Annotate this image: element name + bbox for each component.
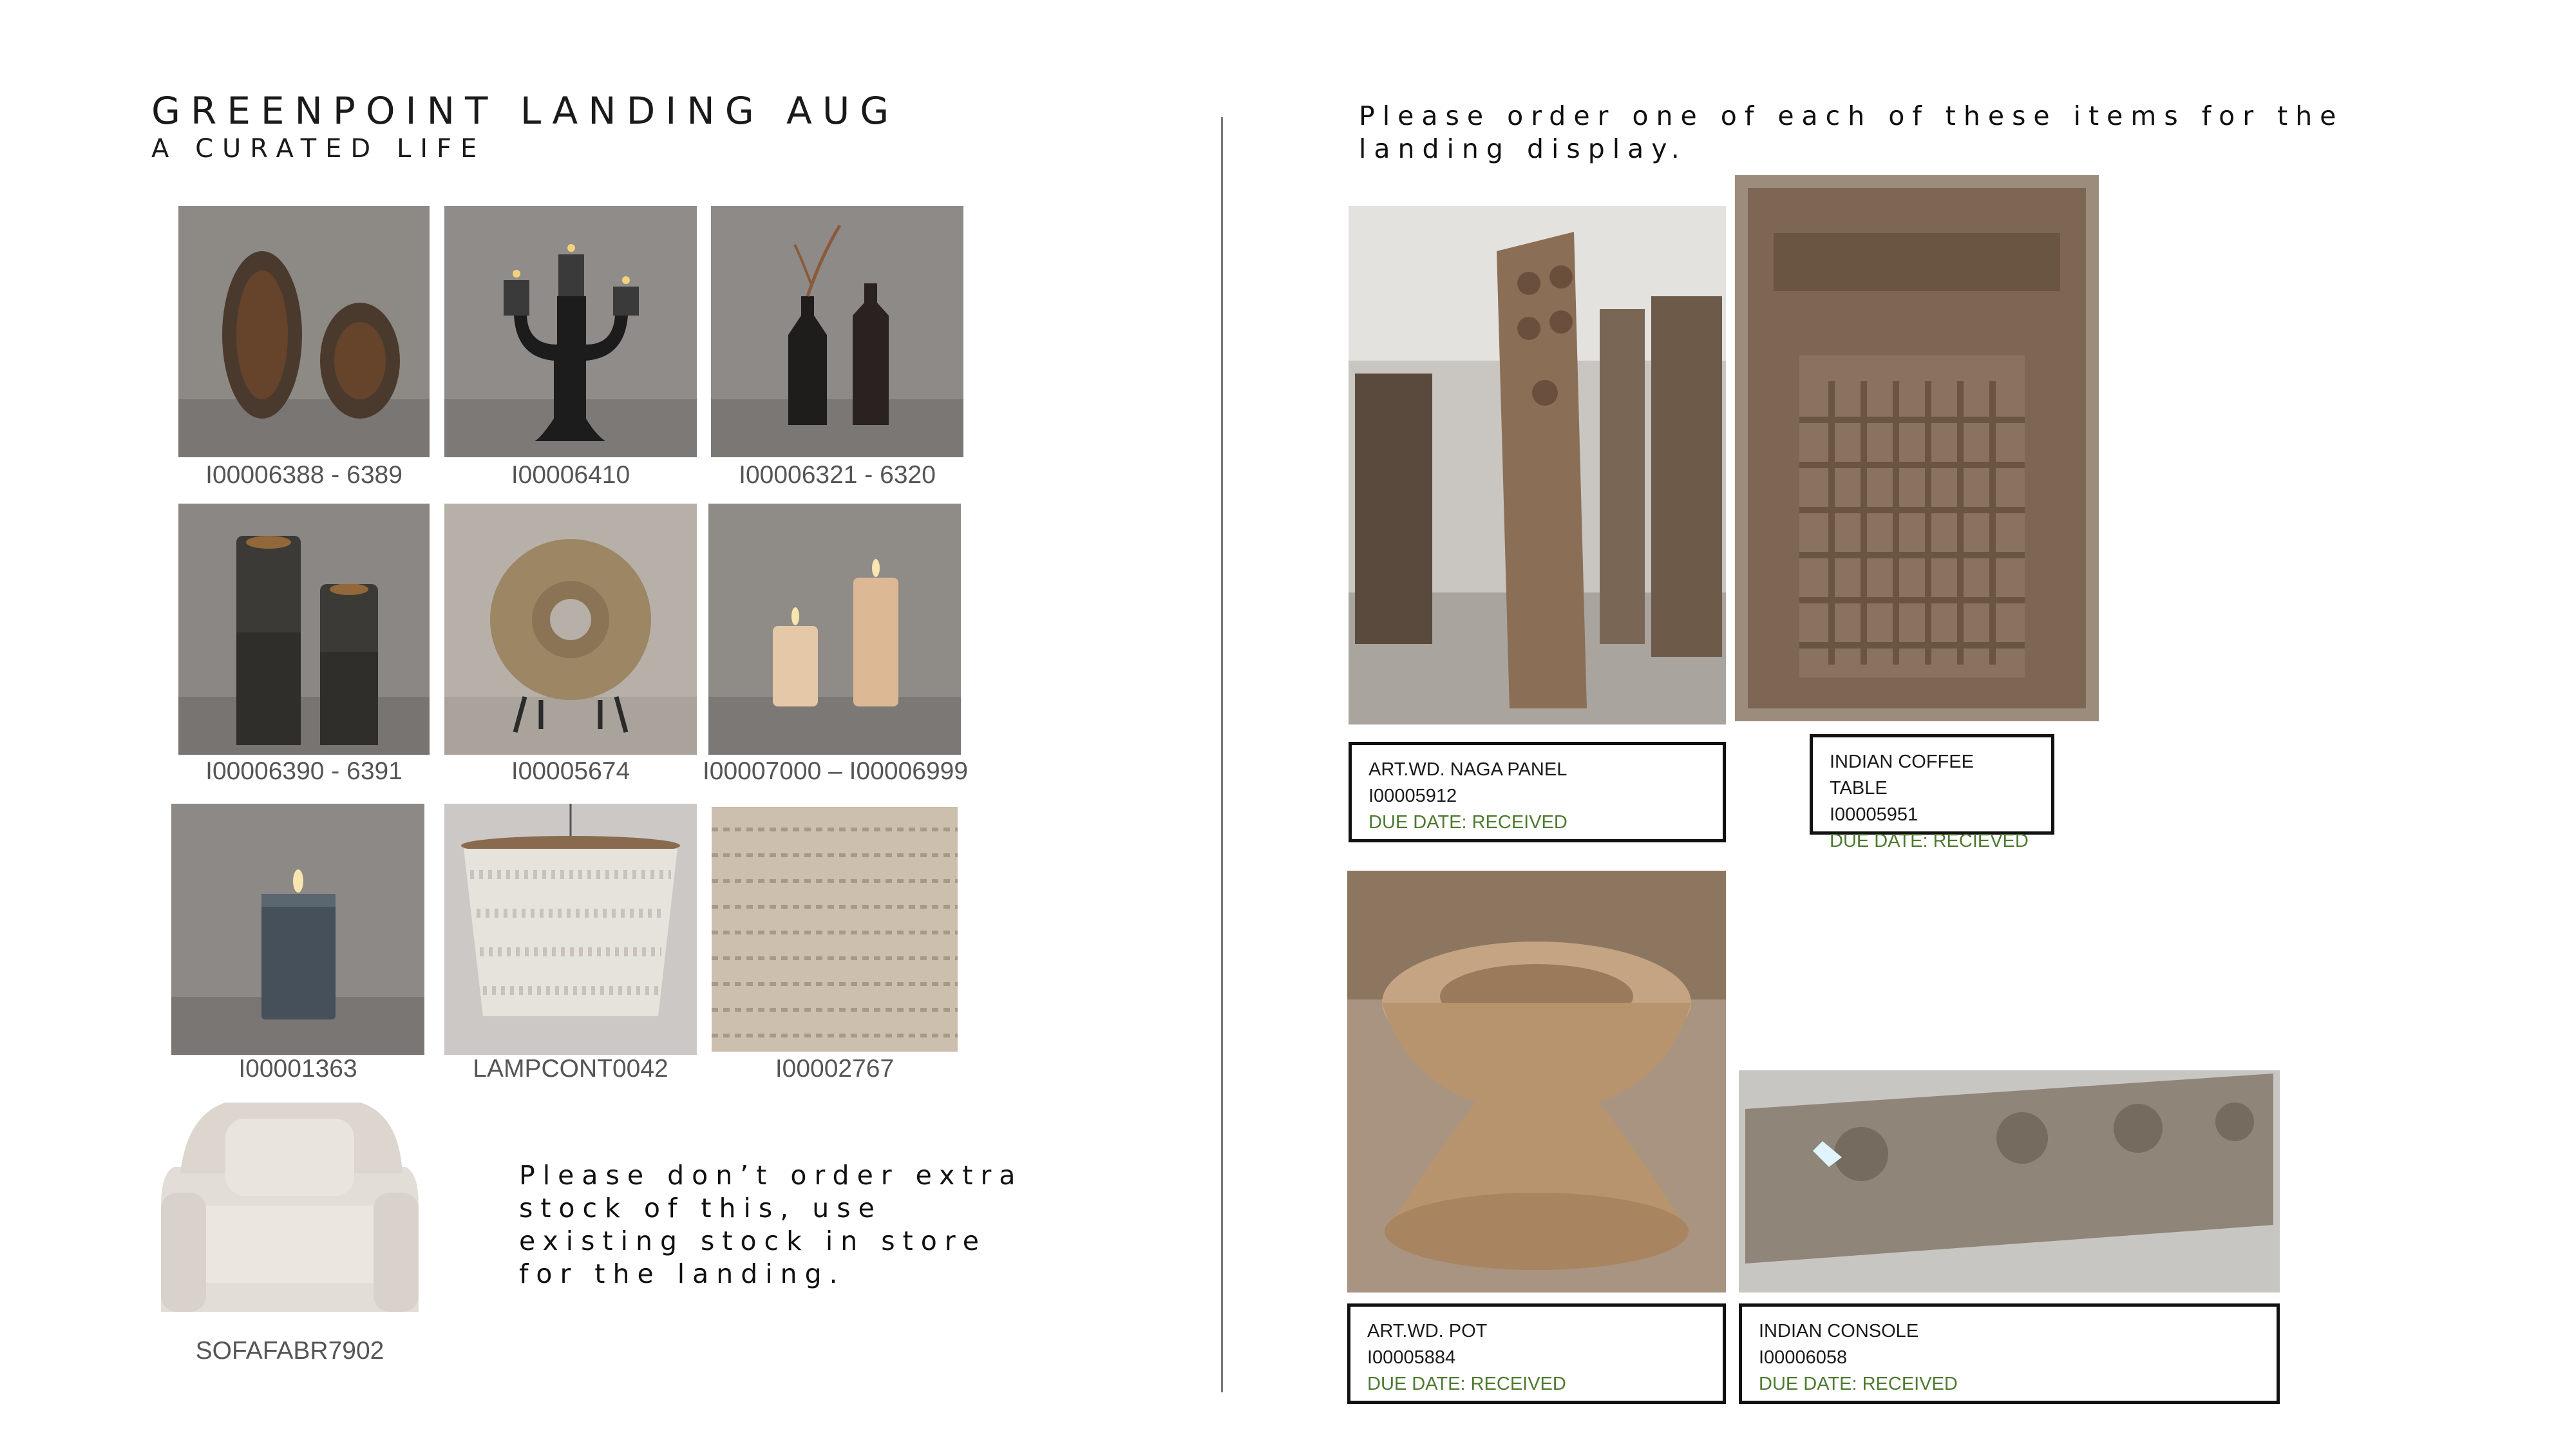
candle-holders-image (178, 504, 430, 755)
product-code: I00005674 (511, 757, 630, 785)
order-item-name: ART.WD. NAGA PANEL (1368, 759, 1567, 780)
product-code: I00006410 (511, 461, 630, 489)
order-item-code: I00006058 (1759, 1347, 1848, 1368)
product-code: SOFAFABR7902 (195, 1337, 384, 1365)
page-title: GREENPOINT LANDING AUG (151, 89, 900, 133)
column-divider (1221, 117, 1223, 1392)
carved-door-image (1735, 175, 2099, 721)
order-item-due: DUE DATE: RECEIVED (1367, 1374, 1566, 1394)
bottle-vases-image (711, 206, 963, 457)
disc-sculpture-image (444, 504, 697, 755)
vases-image (178, 206, 430, 457)
console-panel-image (1739, 1070, 2280, 1293)
chandelier-image (444, 804, 697, 1055)
stock-note-line: existing stock in store (519, 1226, 987, 1256)
wood-pot-image (1347, 871, 1726, 1293)
candle-image (171, 804, 424, 1055)
page-subtitle: A CURATED LIFE (151, 134, 486, 164)
stock-note (519, 1159, 1023, 1291)
order-instruction-line: Please order one of each of these items for the (1359, 100, 2344, 131)
order-item-due: DUE DATE: RECEIVED (1759, 1374, 1958, 1394)
stock-note-line: Please don’t order extra (519, 1160, 1023, 1191)
candelabra-image (444, 206, 697, 457)
pillar-candles-image (708, 504, 961, 755)
order-item-card (1349, 742, 1726, 842)
order-item-due: DUE DATE: RECIEVED (1830, 831, 2029, 851)
product-code: I00002767 (775, 1055, 895, 1083)
product-code: I00006390 - 6391 (205, 757, 402, 785)
order-item-name: ART.WD. POT (1367, 1321, 1488, 1341)
naga-panel-image (1349, 206, 1726, 724)
order-item-code: I00005912 (1368, 786, 1457, 806)
order-item-due: DUE DATE: RECEIVED (1368, 812, 1567, 833)
order-item-code: I00005884 (1367, 1347, 1456, 1368)
order-item-code: I00005951 (1830, 804, 1918, 825)
product-code: I00007000 – I00006999 (702, 757, 969, 785)
order-item-card (1347, 1303, 1726, 1404)
order-item-name: INDIAN COFFEE TABLE (1830, 752, 1974, 799)
order-item-name: INDIAN CONSOLE (1759, 1321, 1919, 1341)
stock-note-line: for the landing. (519, 1258, 846, 1289)
woven-rug-image (708, 804, 961, 1055)
order-instruction (1359, 100, 2344, 166)
armchair-image (148, 1090, 431, 1328)
product-code: I00006388 - 6389 (205, 461, 402, 489)
product-code: LAMPCONT0042 (473, 1055, 668, 1083)
product-code: I00001363 (238, 1055, 357, 1083)
stock-note-line: stock of this, use (519, 1193, 882, 1224)
order-item-card (1810, 734, 2054, 851)
product-code: I00006321 - 6320 (739, 461, 936, 489)
order-item-card (1739, 1303, 2280, 1404)
order-instruction-line: landing display. (1359, 133, 1687, 164)
